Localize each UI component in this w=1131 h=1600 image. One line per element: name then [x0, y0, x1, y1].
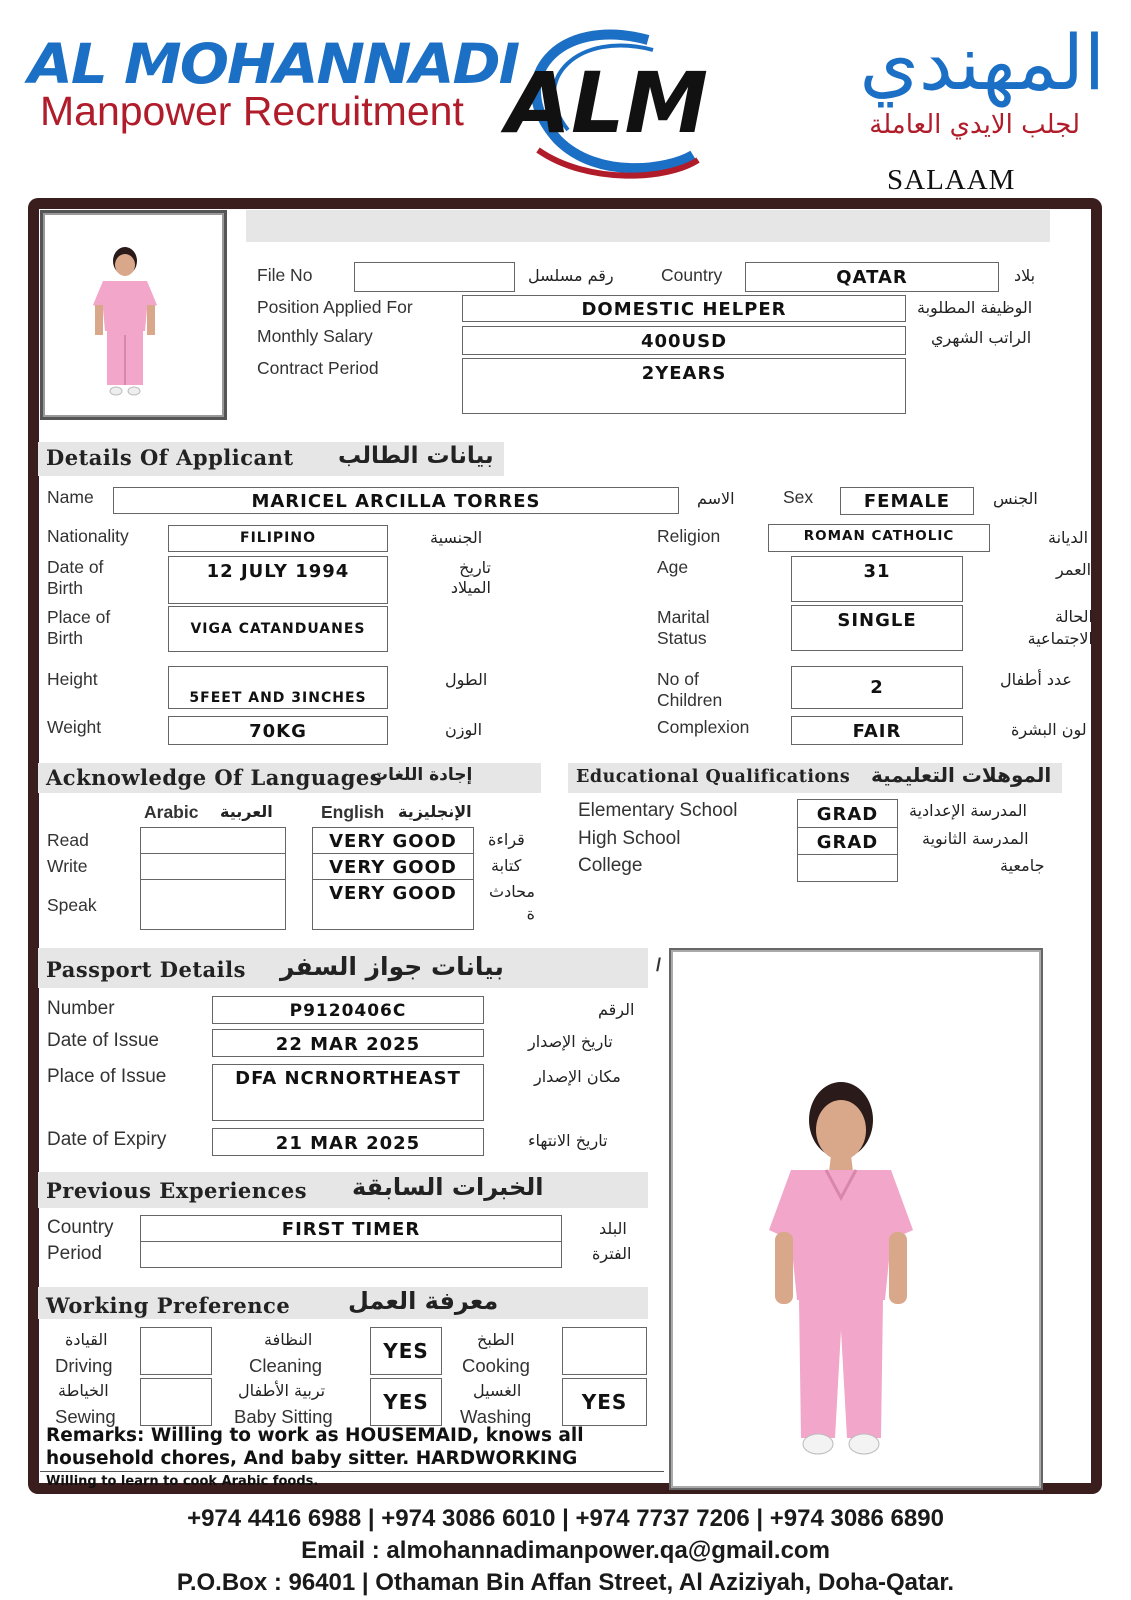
lang-speak-arabic: [140, 879, 286, 930]
work-baby-label: Baby Sitting: [234, 1406, 333, 1427]
section-passport-title: Passport Details: [46, 957, 246, 982]
brand-tagline-arabic: لجلب الايدي العاملة: [869, 110, 1080, 140]
file-no-label: File No: [257, 265, 313, 285]
edu-highschool-field: GRAD: [797, 827, 898, 855]
passport-number-label-ar: الرقم: [598, 1000, 635, 1019]
passport-issue-place-field: DFA NCR NORTHEAST: [212, 1064, 484, 1121]
edu-elementary-label: Elementary School: [578, 800, 738, 821]
dob-label-arabic: تاريخ الميلاد: [450, 558, 491, 597]
children-label-arabic: عدد أطفال: [1000, 670, 1072, 689]
work-cooking-label-ar: الطبخ: [477, 1330, 515, 1349]
section-applicant-title: Details Of Applicant: [46, 445, 294, 470]
passport-expiry-label-ar: تاريخ الانتهاء: [528, 1131, 608, 1150]
country-field: QATAR: [745, 262, 999, 292]
weight-label-arabic: الوزن: [445, 720, 483, 739]
passport-issue-place-label: Place of Issue: [47, 1066, 167, 1087]
age-label: Age: [657, 557, 689, 577]
lang-write-english: VERY GOOD: [312, 853, 474, 880]
lang-col-english: English: [321, 802, 385, 822]
exp-period-field: [140, 1241, 562, 1268]
section-passport: [38, 948, 648, 988]
edu-college-label-ar: جامعية: [1000, 856, 1045, 875]
nationality-label: Nationality: [47, 526, 129, 546]
marital-field: SINGLE: [791, 605, 963, 651]
lang-speak-english: VERY GOOD: [312, 879, 474, 930]
passport-expiry-label: Date of Expiry: [47, 1129, 167, 1150]
edu-highschool-label-ar: المدرسة الثانوية: [922, 829, 1029, 848]
pob-label: Place of Birth: [47, 607, 111, 648]
work-baby-label-ar: تربية الأطفال: [238, 1381, 326, 1400]
passport-issue-date-label-ar: تاريخ الإصدار: [528, 1032, 613, 1051]
file-no-label-arabic: رقم مسلسل: [528, 266, 614, 285]
lang-col-arabic: Arabic: [144, 802, 199, 822]
applicant-photo-large: [669, 948, 1043, 1490]
salaam-label: SALAAM: [887, 164, 1016, 196]
passport-issue-date-field: 22 MAR 2025: [212, 1029, 484, 1057]
age-label-arabic: العمر: [1056, 560, 1092, 579]
section-languages-title-arabic: إجادة اللغات: [371, 765, 473, 785]
work-cleaning-label: Cleaning: [249, 1355, 323, 1376]
exp-period-label-ar: الفترة: [592, 1244, 632, 1263]
edu-highschool-label: High School: [578, 828, 681, 849]
work-washing-label: Washing: [460, 1406, 532, 1427]
remarks-text: Remarks: Willing to work as HOUSEMAID, knows all household chores, And baby sitter. HARDWORKING: [46, 1425, 584, 1469]
name-field: MARICEL ARCILLA TORRES: [113, 487, 679, 514]
dob-label: Date of Birth: [47, 557, 104, 598]
work-washing-field: YES: [562, 1378, 647, 1426]
section-education-title: Educational Qualifications: [576, 767, 851, 787]
passport-issue-date-label: Date of Issue: [47, 1030, 159, 1051]
section-experience-title: Previous Experiences: [46, 1178, 308, 1203]
file-no-field: [354, 262, 515, 292]
work-cooking-field: [562, 1327, 647, 1375]
work-sewing-field: [140, 1378, 212, 1426]
work-cleaning-label-ar: النظافة: [264, 1330, 313, 1349]
children-label: No of Children: [657, 669, 723, 710]
sex-field: FEMALE: [840, 487, 974, 515]
work-driving-label: Driving: [55, 1355, 113, 1376]
remarks-divider: [40, 1471, 664, 1472]
lang-speak-label-ar: محادث ة: [489, 882, 535, 923]
lang-write-arabic: [140, 853, 286, 880]
height-field: 5FEET AND 3INCHES: [168, 666, 388, 709]
person-figure-small: [43, 213, 224, 417]
work-cleaning-field: YES: [370, 1327, 442, 1375]
children-field: 2: [791, 666, 963, 709]
edu-college-field: [797, 854, 898, 882]
complexion-field: FAIR: [791, 716, 963, 745]
edu-elementary-field: GRAD: [797, 799, 898, 828]
section-passport-title-arabic: بيانات جواز السفر: [280, 952, 504, 981]
section-applicant: [38, 442, 504, 476]
contract-label: Contract Period: [257, 358, 379, 378]
section-experience: [38, 1172, 648, 1208]
contract-field: 2YEARS: [462, 358, 906, 414]
section-education: [568, 763, 1062, 793]
nationality-label-arabic: الجنسية: [430, 528, 483, 547]
marital-label-arabic: الحالة الاجتماعية: [1027, 607, 1093, 648]
exp-country-label-ar: البلد: [599, 1219, 627, 1238]
complexion-label: Complexion: [657, 717, 750, 737]
passport-expiry-field: 21 MAR 2025: [212, 1128, 484, 1156]
religion-label-arabic: الديانة: [1048, 528, 1089, 547]
brand-name-english: AL MOHANNADI: [28, 31, 519, 97]
salary-label-arabic: الراتب الشهري: [931, 328, 1032, 347]
brand-name-arabic: المهندي: [859, 18, 1105, 107]
section-applicant-title-arabic: بيانات الطالب: [338, 443, 494, 469]
position-label-arabic: الوظيفة المطلوبة: [917, 298, 1033, 317]
salary-label: Monthly Salary: [257, 326, 373, 346]
work-baby-field: YES: [370, 1378, 442, 1426]
person-figure-large: [671, 950, 1040, 1487]
weight-label: Weight: [47, 717, 102, 737]
age-field: 31: [791, 556, 963, 602]
exp-country-field: FIRST TIMER: [140, 1215, 562, 1242]
position-label: Position Applied For: [257, 297, 413, 317]
lang-write-label-ar: كتابة: [491, 856, 522, 875]
lang-write-label: Write: [47, 856, 88, 876]
logo-text: ALM: [506, 54, 709, 152]
lang-read-label-ar: قراءة: [488, 830, 525, 849]
marital-label: Marital Status: [657, 607, 710, 648]
edu-elementary-label-ar: المدرسة الإعدادية: [909, 801, 1027, 820]
work-sewing-label-ar: الخياطة: [58, 1381, 109, 1400]
section-work-title: Working Preference: [46, 1293, 291, 1318]
lang-col-arabic-ar: العربية: [220, 802, 273, 821]
work-cooking-label: Cooking: [462, 1355, 530, 1376]
footer-address: P.O.Box : 96401 | Othaman Bin Affan Street, Al Aziziyah, Doha-Qatar.: [176, 1569, 955, 1596]
lang-speak-label: Speak: [47, 895, 97, 915]
section-education-title-arabic: الموهلات التعليمية: [871, 763, 1052, 787]
position-field: DOMESTIC HELPER: [462, 295, 906, 322]
name-label: Name: [47, 487, 94, 507]
section-work-title-arabic: معرفة العمل: [348, 1287, 499, 1315]
edu-college-label: College: [578, 855, 643, 876]
weight-field: 70KG: [168, 716, 388, 745]
section-languages: [38, 763, 541, 793]
exp-country-label: Country: [47, 1217, 114, 1238]
height-label: Height: [47, 669, 98, 689]
religion-field: ROMAN CATHOLIC: [768, 524, 990, 552]
height-label-arabic: الطول: [445, 670, 488, 689]
complexion-label-arabic: لون البشرة: [1011, 720, 1087, 739]
section-work: [38, 1287, 648, 1319]
applicant-photo-small: [40, 210, 227, 420]
lang-read-label: Read: [47, 830, 89, 850]
section-languages-title: Acknowledge Of Languages: [46, 765, 383, 790]
name-label-arabic: الاسم: [697, 489, 735, 508]
exp-period-label: Period: [47, 1243, 102, 1264]
sex-label: Sex: [783, 487, 814, 507]
company-logo: [498, 20, 738, 180]
dob-field: 12 JULY 1994: [168, 556, 388, 604]
pob-field: VIGA CATANDUANES: [168, 606, 388, 652]
lang-col-english-ar: الإنجليزية: [398, 802, 472, 821]
salary-field: 400USD: [462, 326, 906, 355]
passport-number-label: Number: [47, 998, 115, 1019]
footer-email: Email : almohannadimanpower.qa@gmail.com: [301, 1537, 830, 1564]
work-driving-field: [140, 1327, 212, 1375]
country-label: Country: [661, 265, 723, 285]
remarks-note: Willing to learn to cook Arabic foods.: [46, 1474, 319, 1489]
passport-slash: /: [656, 955, 662, 975]
section-experience-title-arabic: الخبرات السابقة: [352, 1173, 544, 1201]
work-sewing-label: Sewing: [55, 1406, 116, 1427]
brand-tagline-english: Manpower Recruitment: [40, 88, 464, 134]
work-washing-label-ar: الغسيل: [473, 1381, 522, 1400]
work-driving-label-ar: القيادة: [65, 1330, 108, 1349]
top-banner: [246, 210, 1050, 242]
lang-read-english: VERY GOOD: [312, 827, 474, 854]
nationality-field: FILIPINO: [168, 525, 388, 552]
country-label-arabic: بلاد: [1014, 266, 1036, 285]
passport-issue-place-label-ar: مكان الإصدار: [534, 1067, 621, 1086]
footer-phones: +974 4416 6988 | +974 3086 6010 | +974 7737 7206 | +974 3086 6890: [187, 1505, 944, 1532]
sex-label-arabic: الجنس: [993, 489, 1038, 508]
religion-label: Religion: [657, 526, 721, 546]
passport-number-field: P9120406C: [212, 996, 484, 1024]
lang-read-arabic: [140, 827, 286, 854]
